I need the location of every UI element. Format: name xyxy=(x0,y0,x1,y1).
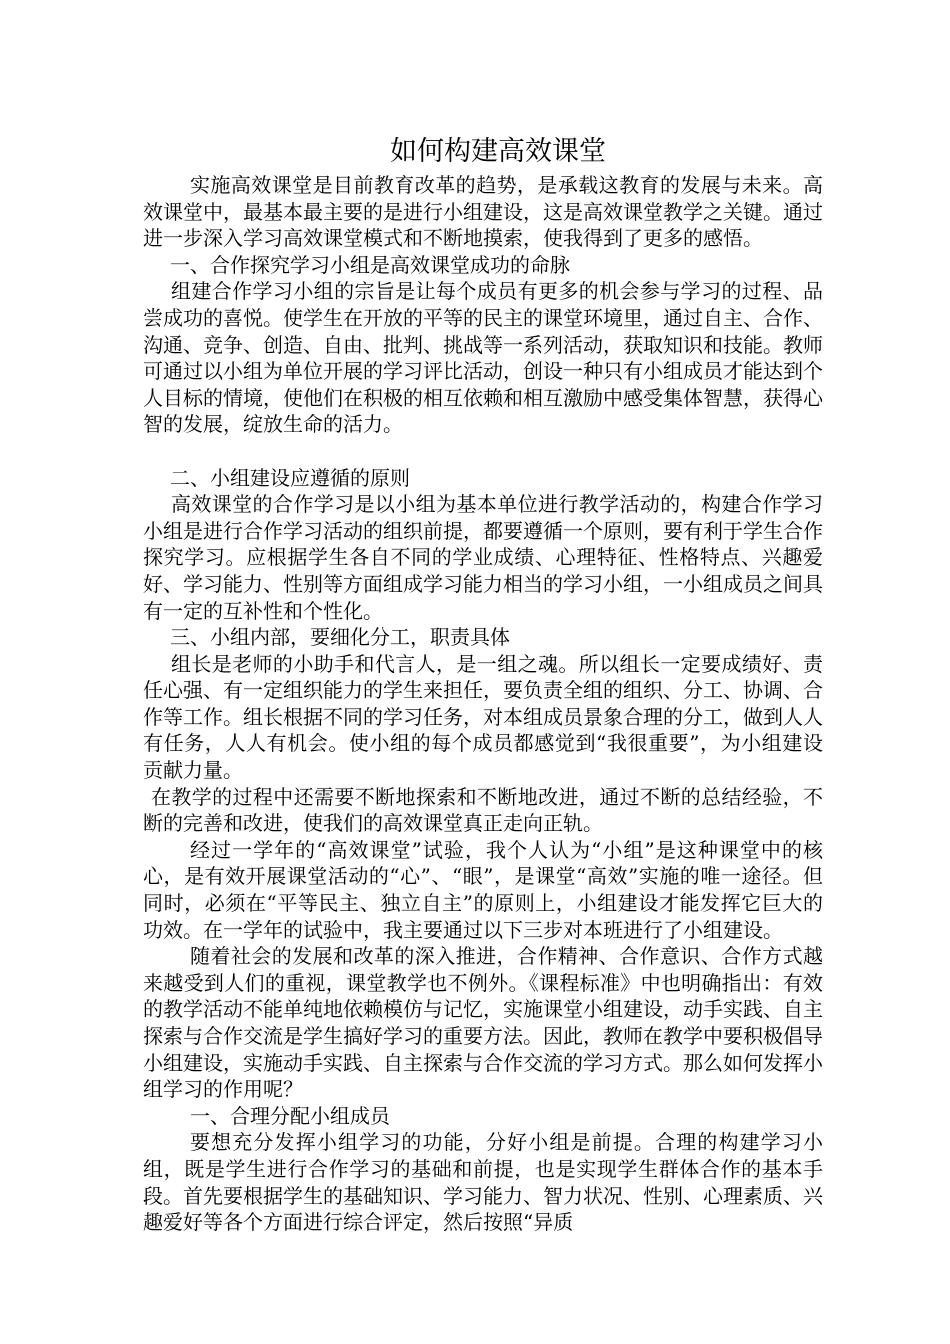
paragraph: 在教学的过程中还需要不断地探索和不断地改进，通过不断的总结经验，不断的完善和改进，使我们的高效课堂真正走向正轨。 xyxy=(143,784,823,836)
document-title: 如何构建高效课堂 xyxy=(390,136,606,167)
document-page xyxy=(143,132,823,1236)
paragraph: 高效课堂的合作学习是以小组为基本单位进行教学活动的，构建合作学习小组是进行合作学习活动的组织前提，都要遵循一个原则，要有利于学生合作探究学习。应根据学生各自不同的学业成绩、心理特征、性格特点、兴趣爱好、学习能力、性别等方面组成学习能力相当的学习小组，一小组成员之间具有一定的互补性和个性化。 xyxy=(143,492,823,623)
section-heading: 一、合理分配小组成员 xyxy=(190,1103,390,1128)
paragraph: 随着社会的发展和改革的深入推进，合作精神、合作意识、合作方式越来越受到人们的重视，课堂教学也不例外。《课程标准》中也明确指出：有效的教学活动不能单纯地依赖模仿与记忆，实施课堂小组建设，动手实践、自主探索与合作交流是学生搞好学习的重要方法。因此，教师在教学中要积极倡导小组建设，实施动手实践、自主探索与合作交流的学习方式。那么如何发挥小组学习的作用呢？ xyxy=(143,944,823,1102)
paragraph: 要想充分发挥小组学习的功能，分好小组是前提。合理的构建学习小组，既是学生进行合作学习的基础和前提，也是实现学生群体合作的基本手段。首先要根据学生的基础知识、学习能力、智力状况、性别、心理素质、兴趣爱好等各个方面进行综合评定，然后按照“异质 xyxy=(143,1130,823,1235)
paragraph: 实施高效课堂是目前教育改革的趋势，是承载这教育的发展与未来。高效课堂中，最基本最主要的是进行小组建设，这是高效课堂教学之关键。通过进一步深入学习高效课堂模式和不断地摸索，使我得到了更多的感悟。 xyxy=(143,173,823,251)
document-body xyxy=(143,172,823,1236)
paragraph: 组长是老师的小助手和代言人，是一组之魂。所以组长一定要成绩好、责任心强、有一定组织能力的学生来担任，要负责全组的组织、分工、协调、合作等工作。组长根据不同的学习任务，对本组成员景象合理的分工，做到人人有任务，人人有机会。使小组的每个成员都感觉到“我很重要”，为小组建设贡献力量。 xyxy=(143,651,823,783)
section-heading: 一、合作探究学习小组是高效课堂成功的命脉 xyxy=(170,252,570,277)
paragraph: 经过一学年的“高效课堂”试验，我个人认为“小组”是这种课堂中的核心，是有效开展课堂活动的“心”、“眼”，是课堂“高效”实施的唯一途径。但同时，必须在“平等民主、独立自主”的原则上，小组建设才能发挥它巨大的功效。在一学年的试验中，我主要通过以下三步对本班进行了小组建设。 xyxy=(143,837,823,942)
section-heading: 三、小组内部，要细化分工，职责具体 xyxy=(170,625,510,650)
blank-line xyxy=(143,438,823,465)
paragraph: 组建合作学习小组的宗旨是让每个成员有更多的机会参与学习的过程、品尝成功的喜悦。使学生在开放的平等的民主的课堂环境里，通过自主、合作、沟通、竞争、创造、自由、批判、挑战等一系列活动，获取知识和技能。教师可通过以小组为单位开展的学习评比活动，创设一种只有小组成员才能达到个人目标的情境，使他们在积极的相互依赖和相互激励中感受集体智慧，获得心智的发展，绽放生命的活力。 xyxy=(143,279,823,437)
section-heading: 二、小组建设应遵循的原则 xyxy=(170,465,410,490)
